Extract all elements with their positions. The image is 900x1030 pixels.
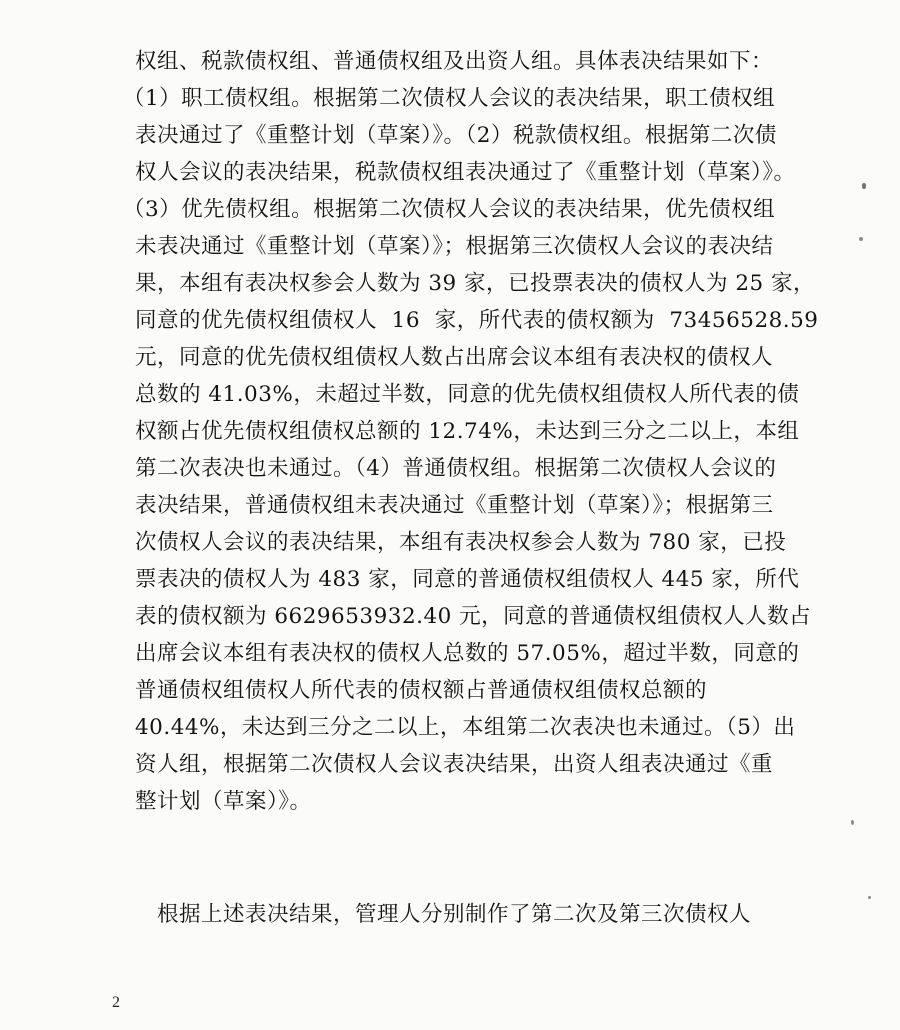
text-line: 票表决的债权人为 483 家，同意的普通债权组债权人 445 家，所代 bbox=[135, 567, 800, 592]
text-line: 第二次表决也未通过。（4）普通债权组。根据第二次债权人会议的 bbox=[135, 456, 777, 481]
text-line: 普通债权组债权人所代表的债权额占普通债权组债权总额的 bbox=[135, 678, 708, 703]
text-line: （1）职工债权组。根据第二次债权人会议的表决结果，职工债权组 bbox=[123, 86, 776, 111]
text-line: 40.44%，未达到三分之二以上，本组第二次表决也未通过。（5）出 bbox=[135, 715, 796, 740]
text-line: 根据上述表决结果，管理人分别制作了第二次及第三次债权人 bbox=[157, 902, 752, 927]
scan-speck bbox=[851, 820, 854, 825]
text-line: 权人会议的表决结果，税款债权组表决通过了《重整计划（草案）》。 bbox=[135, 160, 796, 185]
text-line: 表的债权额为 6629653932.40 元，同意的普通债权组债权人人数占 bbox=[135, 604, 812, 629]
page-number: 2 bbox=[112, 994, 120, 1011]
text-line: 表决通过了《重整计划（草案）》。（2）税款债权组。根据第二次债 bbox=[135, 123, 777, 148]
text-line: 权额占优先债权组债权总额的 12.74%，未达到三分之二以上，本组 bbox=[135, 419, 800, 444]
text-line: 表决结果，普通债权组未表决通过《重整计划（草案）》；根据第三 bbox=[135, 493, 774, 518]
scan-speck bbox=[862, 183, 866, 189]
text-line: 果，本组有表决权参会人数为 39 家，已投票表决的债权人为 25 家， bbox=[135, 271, 816, 296]
text-line: 总数的 41.03%，未超过半数，同意的优先债权组债权人所代表的债 bbox=[135, 382, 800, 407]
text-line: 次债权人会议的表决结果，本组有表决权参会人数为 780 家，已投 bbox=[135, 530, 787, 555]
text-line: 同意的优先债权组债权人 16 家，所代表的债权额为 73456528.59 bbox=[135, 308, 819, 333]
text-line: 资人组，根据第二次债权人会议表决结果，出资人组表决通过《重 bbox=[135, 752, 774, 777]
scan-speck bbox=[859, 237, 863, 241]
text-line: 出席会议本组有表决权的债权人总数的 57.05%，超过半数，同意的 bbox=[135, 641, 800, 666]
text-line: 未表决通过《重整计划（草案）》；根据第三次债权人会议的表决结 bbox=[135, 234, 774, 259]
text-line: 整计划（草案）》。 bbox=[135, 789, 312, 814]
scan-speck bbox=[868, 896, 871, 899]
text-line: 元，同意的优先债权组债权人数占出席会议本组有表决权的债权人 bbox=[135, 345, 774, 370]
text-line: 权组、税款债权组、普通债权组及出资人组。具体表决结果如下： bbox=[135, 49, 774, 74]
text-line: （3）优先债权组。根据第二次债权人会议的表决结果，优先债权组 bbox=[123, 197, 776, 222]
